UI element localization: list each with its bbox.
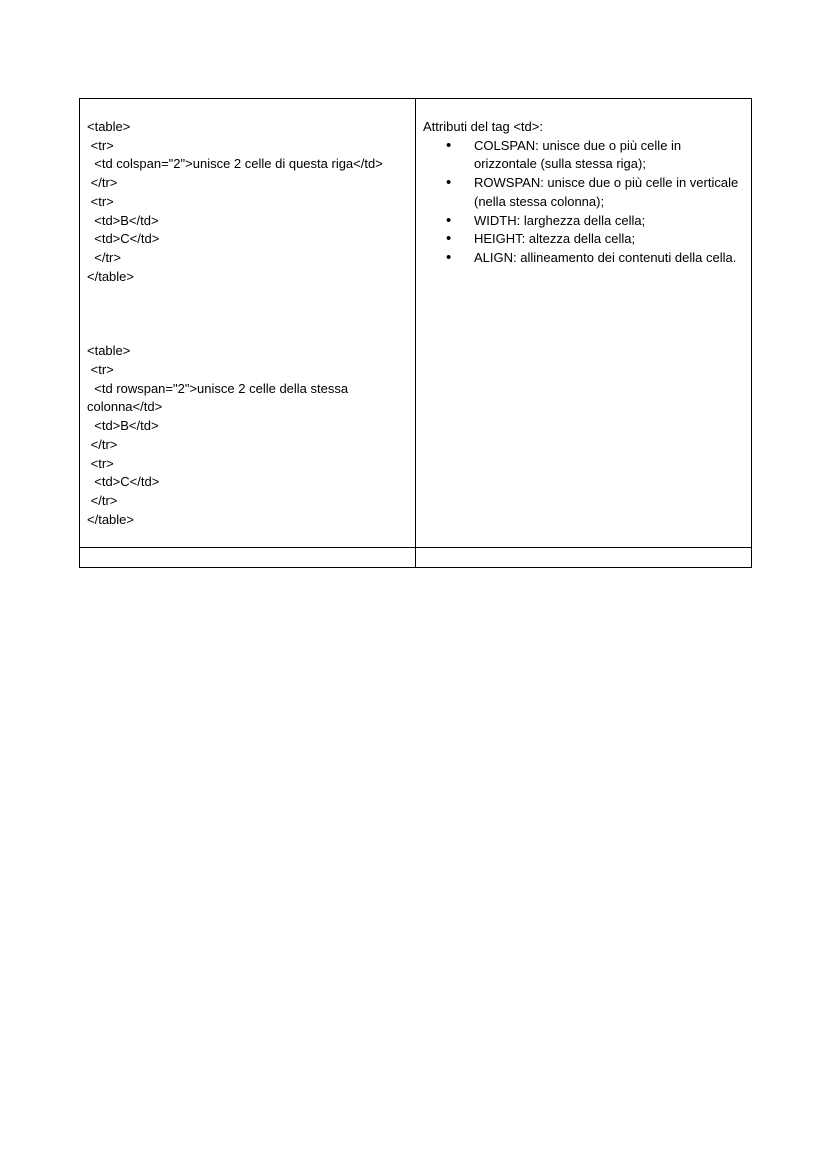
list-item-width: • WIDTH: larghezza della cella; xyxy=(474,212,745,231)
list-item-rowspan: • ROWSPAN: unisce due o più celle in verticale (nella stessa colonna); xyxy=(474,174,745,211)
empty-cell-left xyxy=(80,548,416,568)
list-item-colspan: • COLSPAN: unisce due o più celle in orizzontale (sulla stessa riga); xyxy=(474,137,745,174)
table-row xyxy=(80,99,752,548)
attributes-title: Attributi del tag <td>: xyxy=(423,119,543,134)
attributes-cell xyxy=(416,99,752,548)
content-table xyxy=(79,98,752,568)
attributes-list xyxy=(423,137,745,268)
list-item-height: • HEIGHT: altezza della cella; xyxy=(474,230,745,249)
empty-cell-right xyxy=(416,548,752,568)
colspan-example-code: <table> <tr> <td colspan="2">unisce 2 celle di questa riga</td> </tr> <tr> <td>B</td> <td>C</td> </tr> </table> xyxy=(87,119,383,284)
list-item-align: • ALIGN: allineamento dei contenuti della cella. xyxy=(474,249,745,268)
table-row-empty xyxy=(80,548,752,568)
code-examples-cell xyxy=(80,99,416,548)
rowspan-example-code: <table> <tr> <td rowspan="2">unisce 2 celle della stessa colonna</td> <td>B</td> </tr> <tr> <td>C</td> </tr> </table> xyxy=(87,343,349,527)
